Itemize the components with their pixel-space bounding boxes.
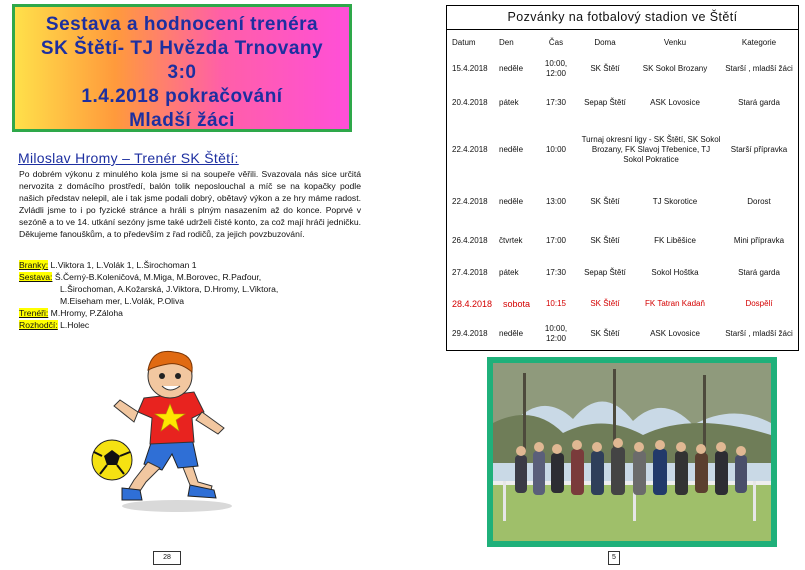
row-day: čtvrtek (499, 236, 523, 245)
page-number: 5 (608, 551, 620, 565)
row-away-team: ASK Lovosice (650, 329, 700, 338)
title-line: 3:0 (167, 62, 197, 83)
lineup-row (19, 271, 361, 283)
title-line: 1.4.2018 pokračování (81, 86, 283, 107)
coach-heading: Miloslav Hromy – Trenér SK Štětí: (18, 150, 239, 166)
row-away-team: ASK Lovosice (650, 98, 700, 107)
row-time: 13:00 (545, 197, 567, 206)
table-row (447, 50, 798, 88)
lineup-row-continued: M.Eiseham mer, L.Volák, P.Oliva (60, 296, 185, 307)
row-day: neděle (499, 64, 524, 73)
article-title-box (12, 4, 352, 132)
row-away-team: Sokol Hoštka (651, 268, 699, 277)
column-header-date: Datum (452, 38, 476, 47)
title-line: Mladší žáci (129, 110, 235, 131)
row-day: neděle (499, 145, 524, 154)
row-time: 10:00, 12:00 (544, 59, 568, 78)
lineup-value: Š.Černý-B.Koleničová, M.Miga, M.Borovec, R.Paďour, (52, 272, 262, 283)
goals-value: L.Viktora 1, L.Volák 1, L.Širochoman 1 (48, 260, 197, 270)
column-header-home: Doma (594, 38, 616, 47)
spectators-photo (487, 357, 777, 547)
goals-label: Branky: (19, 260, 49, 270)
row-away-team: SK Sokol Brozany (642, 64, 708, 73)
row-time: 17:00 (545, 236, 567, 245)
row-time: 10:15 (545, 299, 567, 308)
table-row (447, 86, 798, 120)
row-away-team: FK Tatran Kadaň (645, 299, 705, 308)
row-day: sobota (503, 299, 531, 309)
report-paragraph: Po dobrém výkonu z minulého kola jsme si na soupeře věřili. Svazovala nás sice určitá nervozita z domácího prostředí, balón tolik neposlouchal a míč se na kopačky podle našich představ nelepil, ale i tak jsme podali dobrý, obětavý výkon a ze hry máme radost. Zvládli jsme to i po fyzické stránce a hráli s plným nasazením až do konce. Poprvé v sezóně a to ve 14. utkání sezóny jsme také udrželi čisté konto, za což mají hráči jedničku. Děkujeme fanouškům, a to především z řad rodičů, za jejich povzbuzování. (19, 169, 361, 240)
coach-report (19, 168, 361, 241)
row-home-team: SK Štětí (590, 329, 620, 338)
title-line: Sestava a hodnocení trenéra (45, 14, 319, 35)
row-away-team: FK Liběšice (654, 236, 696, 245)
row-tournament-teams: Turnaj okresní ligy - SK Štětí, SK Sokol Brozany, FK Slavoj Třebenice, TJ Sokol Pokratice (581, 135, 721, 164)
row-day: pátek (499, 268, 519, 277)
table-row (447, 224, 798, 258)
row-day: neděle (499, 197, 524, 206)
match-schedule-table (446, 5, 799, 351)
row-home-team: SK Štětí (590, 197, 620, 206)
table-row (447, 256, 798, 290)
row-date: 29.4.2018 (452, 329, 488, 338)
title-line: SK Štětí- TJ Hvězda Trnovany (40, 38, 324, 59)
row-home-team: SK Štětí (590, 64, 620, 73)
row-date: 22.4.2018 (452, 145, 488, 154)
schedule-title: Pozvánky na fotbalový stadion ve Štětí (447, 6, 798, 30)
row-time: 10:00, 12:00 (544, 324, 568, 343)
row-category: Stará garda (738, 98, 780, 107)
row-home-team: SK Štětí (590, 236, 620, 245)
table-row (447, 288, 798, 320)
coaches-value: M.Hromy, P.Záloha (48, 308, 123, 319)
goals-row (19, 259, 361, 271)
row-away-team: TJ Skorotice (652, 197, 698, 206)
row-category: Mini přípravka (733, 236, 785, 245)
table-row (447, 318, 798, 350)
row-time: 17:30 (545, 268, 567, 277)
row-date: 15.4.2018 (452, 64, 488, 73)
match-roster (19, 259, 361, 332)
row-home-team: Sepap Štětí (584, 98, 626, 107)
row-category: Starší přípravka (730, 145, 788, 154)
column-header-time: Čas (548, 38, 564, 47)
row-day: neděle (499, 329, 524, 338)
row-day: pátek (499, 98, 519, 107)
page-number: 28 (153, 551, 181, 565)
coaches-label: Trenéři: (19, 308, 49, 319)
lineup-label: Sestava: (19, 272, 53, 283)
row-date: 26.4.2018 (452, 236, 488, 245)
row-date: 22.4.2018 (452, 197, 488, 206)
row-home-team: SK Štětí (590, 299, 620, 308)
referee-label: Rozhodčí: (19, 320, 58, 331)
row-time: 17:30 (545, 98, 567, 107)
row-time: 10:00 (545, 145, 567, 154)
column-header-day: Den (499, 38, 514, 47)
row-category: Starší , mladší žáci (725, 64, 793, 73)
row-category: Stará garda (738, 268, 780, 277)
row-date: 20.4.2018 (452, 98, 488, 107)
row-category: Dorost (747, 197, 771, 206)
table-row (447, 182, 798, 222)
row-category: Dospělí (745, 299, 773, 308)
table-row (447, 126, 798, 174)
column-header-away: Venku (663, 38, 687, 47)
row-home-team: Sepap Štětí (584, 268, 626, 277)
lineup-row-continued: L.Širochoman, A.Kožarská, J.Viktora, D.Hromy, L.Viktora, (60, 284, 279, 295)
column-header-category: Kategorie (741, 38, 777, 47)
footballer-cartoon-illustration (82, 340, 252, 515)
row-date: 28.4.2018 (452, 299, 493, 309)
coaches-row (19, 307, 361, 319)
row-category: Starší , mladší žáci (725, 329, 793, 338)
referee-value: L.Holec (57, 320, 90, 331)
row-date: 27.4.2018 (452, 268, 488, 277)
referee-row (19, 319, 361, 331)
